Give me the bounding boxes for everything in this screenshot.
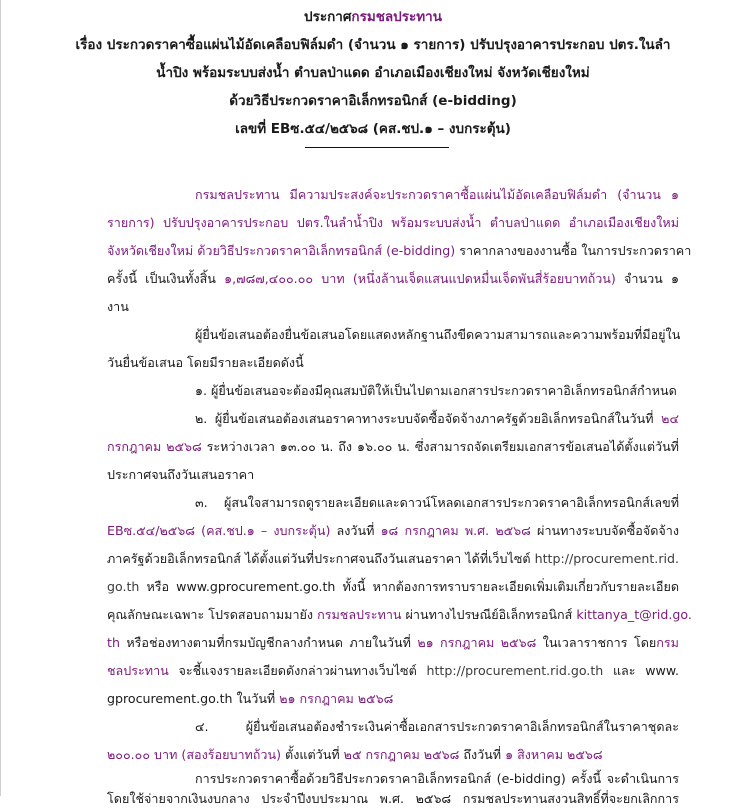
text-run: ภาครัฐด้วยอิเล็กทรอนิกส์ ได้ตั้งแต่วันที่ประกาศจนถึงวันเสนอราคา ได้ที่เว็บไซต์: [107, 551, 535, 566]
item2-line2: [107, 438, 679, 456]
text-run: ๒. ผู้ยื่นข้อเสนอต้องเสนอราคาทางระบบจัดซื้อจัดจ้างภาครัฐด้วยอิเล็กทรอนิกส์ในวันที่: [195, 411, 662, 426]
date-text: ๒๑ กรกฎาคม ๒๕๖๘: [279, 691, 394, 706]
item1-line1: ๑. ผู้ยื่นข้อเสนอจะต้องมีคุณสมบัติให้เป็นไปตามเอกสารประกวดราคาอิเล็กทรอนิกส์กำหนด: [195, 383, 677, 398]
doc-number-text: EBซ.๕๔/๒๕๖๘ (คส.ชป.๑ – งบกระตุ้น): [107, 523, 331, 538]
date-text: ๑๘ กรกฎาคม พ.ศ. ๒๕๖๘: [380, 523, 531, 538]
text-run: ผ่านทางไปรษณีย์อิเล็กทรอนิกส์: [401, 607, 577, 622]
date-text: กรกฎาคม ๒๕๖๘: [107, 439, 202, 454]
date-text: ๑ สิงหาคม ๒๕๖๘: [505, 747, 603, 762]
item3-line8: [107, 690, 679, 708]
date-text: ๒๔: [661, 411, 679, 426]
text-run: gprocurement.go.th ในวันที่: [107, 691, 280, 706]
date-text: ๒๑ กรกฎาคม ๒๕๖๘: [417, 635, 537, 650]
item2-line1: [195, 410, 679, 428]
item2-line3: ประกาศจนถึงวันเสนอราคา: [107, 467, 255, 482]
para1-line1: [195, 186, 679, 204]
para1-line4: [107, 270, 679, 288]
para3-line1: การประกวดราคาซื้อด้วยวิธีประกวดราคาอิเล็กทรอนิกส์ (e-bidding) ครั้งนี้ จะดำเนินการ: [195, 771, 679, 786]
announcement-heading: [1, 8, 745, 26]
para1-line3: [107, 242, 692, 260]
subject-line-3: ด้วยวิธีประกวดราคาอิเล็กทรอนิกส์ (e-bidding): [229, 93, 517, 109]
text-run: จังหวัดเชียงใหม่ ด้วยวิธีประกวดราคาอิเล็กทรอนิกส์ (e-bidding): [107, 243, 456, 258]
para2-line2: วันยื่นข้อเสนอ โดยมีรายละเอียดดังนี้: [107, 355, 304, 370]
item3-line2: [107, 522, 679, 540]
text-run: ระหว่างเวลา ๑๓.๐๐ น. ถึง ๑๖.๐๐ น. ซึ่งสามารถจัดเตรียมเอกสารข้อเสนอได้ตั้งแต่วันที่: [201, 439, 679, 454]
text-run: ราคากลางของงานซื้อ ในการประกวดราคา: [455, 243, 692, 258]
text-run: จำนวน ๑: [615, 271, 679, 286]
fee-text: ๒๐๐.๐๐ บาท (สองร้อยบาทถ้วน): [107, 747, 282, 762]
text-run: หรือ www.gprocurement.go.th ทั้งนี้ หากต้องการทราบรายละเอียดเพิ่มเติมเกี่ยวกับรายละเอียด: [139, 579, 679, 594]
text-run: กรมชลประทาน มีความประสงค์จะประกวดราคาซื้อแผ่นไม้อัดเคลือบฟิล์มดำ (จำนวน ๑: [195, 187, 679, 202]
item3-line1: ๓. ผู้สนใจสามารถดูรายละเอียดและดาวน์โหลดเอกสารประกวดราคาอิเล็กทรอนิกส์เลขที่: [195, 495, 679, 510]
email-link-cont[interactable]: th: [107, 635, 120, 650]
para3-line2: โดยใช้จ่ายจากเงินงบกลาง ประจำปีงบประมาณ พ.ศ. ๒๕๖๘ กรมชลประทานสงวนสิทธิ์ที่จะยกเลิกการ: [107, 791, 679, 806]
item4-line1: ๔. ผู้ยื่นข้อเสนอต้องชำระเงินค่าซื้อเอกสารประกวดราคาอิเล็กทรอนิกส์ในราคาชุดละ: [195, 719, 679, 734]
text-run: จะชี้แจงรายละเอียดดังกล่าวผ่านทางเว็บไซต์: [168, 663, 427, 678]
agency-text: กรมชลประทาน: [317, 607, 402, 622]
para2-line1: ผู้ยื่นข้อเสนอต้องยื่นข้อเสนอโดยแสดงหลักฐานถึงขีดความสามารถและความพร้อมที่มีอยู่ใน: [195, 327, 681, 342]
item3-line7: [107, 662, 679, 680]
agency-text: กรม: [656, 635, 679, 650]
price-text: ๑,๗๘๗,๔๐๐.๐๐ บาท (หนึ่งล้านเจ็ดแสนแปดหมื่นเจ็ดพันสี่ร้อยบาทถ้วน): [224, 271, 616, 286]
heading-prefix: ประกาศ: [304, 9, 352, 25]
para1-line2: รายการ) ปรับปรุงอาคารประกอบ ปตร.ในลำน้ำปิง พร้อมระบบส่งน้ำ ตำบลป่าแดด อำเภอเมืองเชียงใหม่: [107, 215, 679, 230]
procurement-link[interactable]: http://procurement.rid.go.th: [426, 663, 604, 678]
procurement-link[interactable]: http://procurement.rid.: [534, 551, 679, 566]
text-run: และ www.: [603, 663, 679, 678]
date-text: ๒๕ กรกฎาคม ๒๕๖๘: [343, 747, 460, 762]
procurement-link-cont[interactable]: go.th: [107, 579, 140, 594]
item3-line3: [107, 550, 679, 568]
para1-line5: งาน: [107, 299, 129, 314]
text-run: ตั้งแต่วันที่: [281, 747, 344, 762]
text-run: ผ่านทางระบบจัดซื้อจัดจ้าง: [530, 523, 679, 538]
agency-text: ชลประทาน: [107, 663, 169, 678]
email-link[interactable]: kittanya_t@rid.go.: [576, 607, 692, 622]
text-run: ในเวลาราชการ โดย: [536, 635, 657, 650]
text-run: หรือช่องทางตามที่กรมบัญชีกลางกำหนด ภายในวันที่: [119, 635, 418, 650]
text-run: คุณลักษณะเฉพาะ โปรดสอบถามมายัง: [107, 607, 318, 622]
item3-line4: [107, 578, 679, 596]
text-run: ครั้งนี้ เป็นเงินทั้งสิ้น: [107, 271, 225, 286]
heading-divider: [305, 147, 449, 148]
document-number: เลขที่ EBซ.๕๔/๒๕๖๘ (คส.ชป.๑ – งบกระตุ้น): [235, 121, 511, 137]
item3-line5: [107, 606, 692, 624]
subject-line-2: น้ำปิง พร้อมระบบส่งน้ำ ตำบลป่าแดด อำเภอเมืองเชียงใหม่ จังหวัดเชียงใหม่: [156, 65, 590, 81]
subject-line-1: เรื่อง ประกวดราคาซื้อแผ่นไม้อัดเคลือบฟิล์มดำ (จำนวน ๑ รายการ) ปรับปรุงอาคารประกอบ ปตร.ในลำ: [75, 37, 671, 53]
item3-line6: [107, 634, 679, 652]
text-run: ลงวันที่: [330, 523, 381, 538]
text-run: ถึงวันที่: [459, 747, 506, 762]
heading-agency: กรมชลประทาน: [351, 9, 442, 25]
item4-line2: [107, 746, 679, 764]
